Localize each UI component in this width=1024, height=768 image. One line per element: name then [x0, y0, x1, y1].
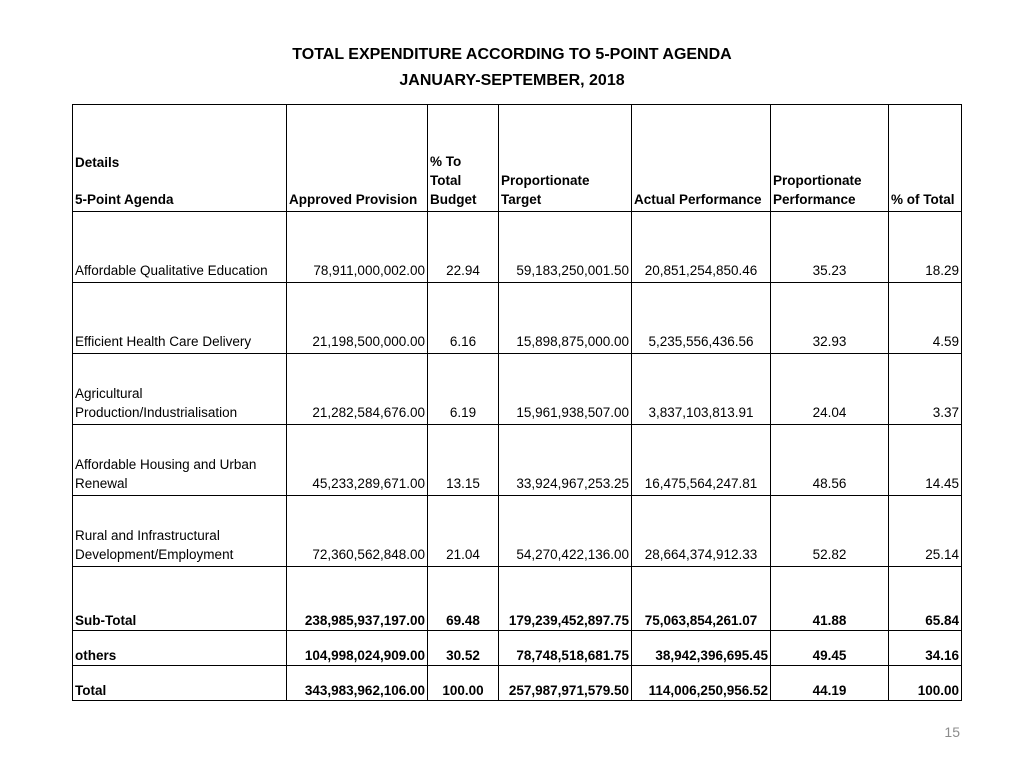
cell-prop-target: 78,748,518,681.75 — [499, 631, 632, 666]
cell-pct-total: 100.00 — [889, 666, 962, 701]
cell-prop-perf: 48.56 — [771, 425, 889, 496]
cell-pct-budget: 30.52 — [428, 631, 499, 666]
cell-approved: 238,985,937,197.00 — [287, 567, 428, 631]
cell-actual: 16,475,564,247.81 — [632, 425, 771, 496]
cell-pct-total: 25.14 — [889, 496, 962, 567]
cell-actual: 5,235,556,436.56 — [632, 283, 771, 354]
table-row — [73, 212, 962, 283]
cell-pct-budget: 6.19 — [428, 354, 499, 425]
cell-actual: 28,664,374,912.33 — [632, 496, 771, 567]
page-title — [0, 42, 1024, 94]
cell-prop-perf: 35.23 — [771, 212, 889, 283]
cell-approved: 78,911,000,002.00 — [287, 212, 428, 283]
cell-agenda: others — [73, 631, 287, 666]
cell-pct-total: 4.59 — [889, 283, 962, 354]
cell-actual: 3,837,103,813.91 — [632, 354, 771, 425]
cell-actual: 114,006,250,956.52 — [632, 666, 771, 701]
cell-pct-total: 34.16 — [889, 631, 962, 666]
cell-agenda: Rural and Infrastructural Development/Employment — [73, 496, 287, 567]
cell-pct-budget: 13.15 — [428, 425, 499, 496]
cell-pct-total: 65.84 — [889, 567, 962, 631]
subtotal-row — [73, 567, 962, 631]
title-line-2: JANUARY-SEPTEMBER, 2018 — [399, 72, 625, 89]
title-line-1: TOTAL EXPENDITURE ACCORDING TO 5-POINT AGENDA — [292, 46, 732, 63]
cell-actual: 75,063,854,261.07 — [632, 567, 771, 631]
others-row — [73, 631, 962, 666]
table-row — [73, 425, 962, 496]
cell-prop-target: 33,924,967,253.25 — [499, 425, 632, 496]
cell-approved: 21,282,584,676.00 — [287, 354, 428, 425]
cell-prop-target: 54,270,422,136.00 — [499, 496, 632, 567]
cell-approved: 343,983,962,106.00 — [287, 666, 428, 701]
table-row — [73, 354, 962, 425]
header-pct-budget: % To Total Budget — [428, 105, 499, 212]
cell-pct-budget: 6.16 — [428, 283, 499, 354]
cell-prop-target: 257,987,971,579.50 — [499, 666, 632, 701]
cell-actual: 38,942,396,695.45 — [632, 631, 771, 666]
cell-pct-total: 18.29 — [889, 212, 962, 283]
cell-prop-perf: 41.88 — [771, 567, 889, 631]
header-approved: Approved Provision — [287, 105, 428, 212]
header-prop-target: Proportionate Target — [499, 105, 632, 212]
header-prop-perf: Proportionate Performance — [771, 105, 889, 212]
header-details-label: Details — [75, 155, 120, 170]
cell-approved: 72,360,562,848.00 — [287, 496, 428, 567]
cell-agenda: Agricultural Production/Industrialisation — [73, 354, 287, 425]
cell-pct-total: 14.45 — [889, 425, 962, 496]
header-actual: Actual Performance — [632, 105, 771, 212]
cell-pct-budget: 69.48 — [428, 567, 499, 631]
total-row — [73, 666, 962, 701]
cell-agenda: Affordable Housing and Urban Renewal — [73, 425, 287, 496]
header-row — [73, 105, 962, 212]
cell-prop-perf: 44.19 — [771, 666, 889, 701]
cell-prop-target: 15,961,938,507.00 — [499, 354, 632, 425]
cell-prop-target: 59,183,250,001.50 — [499, 212, 632, 283]
cell-agenda: Sub-Total — [73, 567, 287, 631]
cell-approved: 45,233,289,671.00 — [287, 425, 428, 496]
cell-prop-perf: 52.82 — [771, 496, 889, 567]
cell-agenda: Total — [73, 666, 287, 701]
cell-actual: 20,851,254,850.46 — [632, 212, 771, 283]
header-agenda — [73, 105, 287, 212]
cell-prop-perf: 24.04 — [771, 354, 889, 425]
cell-pct-budget: 100.00 — [428, 666, 499, 701]
header-agenda-label: 5-Point Agenda — [75, 192, 174, 207]
cell-approved: 21,198,500,000.00 — [287, 283, 428, 354]
expenditure-table — [72, 104, 962, 701]
cell-prop-target: 15,898,875,000.00 — [499, 283, 632, 354]
cell-prop-perf: 49.45 — [771, 631, 889, 666]
cell-prop-target: 179,239,452,897.75 — [499, 567, 632, 631]
table-row — [73, 496, 962, 567]
cell-pct-total: 3.37 — [889, 354, 962, 425]
cell-agenda: Efficient Health Care Delivery — [73, 283, 287, 354]
header-pct-total: % of Total — [889, 105, 962, 212]
page-number: 15 — [944, 724, 960, 740]
cell-pct-budget: 22.94 — [428, 212, 499, 283]
cell-approved: 104,998,024,909.00 — [287, 631, 428, 666]
cell-pct-budget: 21.04 — [428, 496, 499, 567]
table-row — [73, 283, 962, 354]
cell-agenda: Affordable Qualitative Education — [73, 212, 287, 283]
cell-prop-perf: 32.93 — [771, 283, 889, 354]
